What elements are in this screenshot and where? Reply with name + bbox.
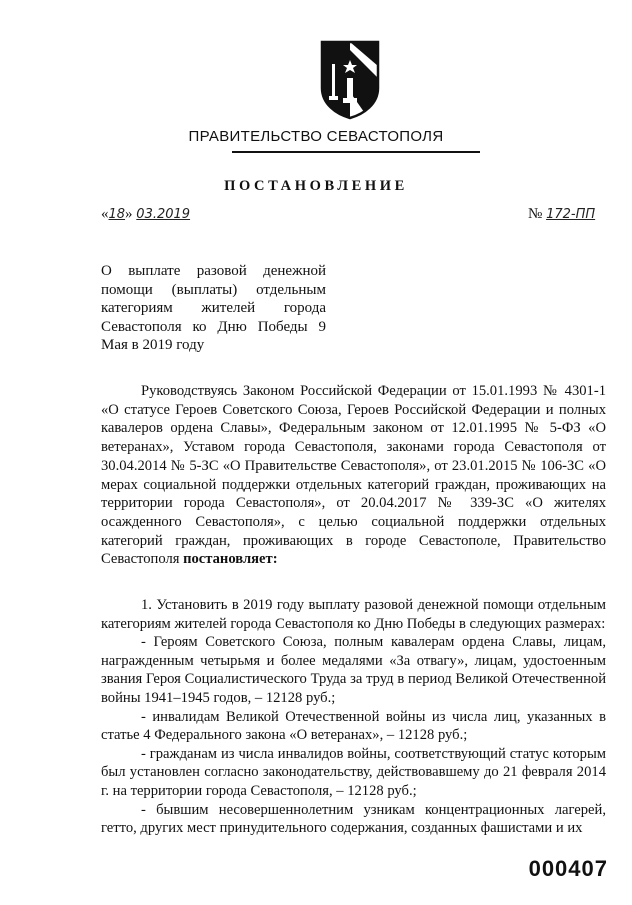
number-value: 172-ПП [546,207,596,222]
header-underline [232,151,480,153]
date-quote-close: » [125,206,133,222]
document-subject: О выплате разовой денежной помощи (выплаты) отдельным категориям жителей города Севастополя ко Дню Победы 9 Мая в 2019 году [101,263,326,353]
preamble-text: Руководствуясь Законом Российской Федерации от 15.01.1993 № 4301-1 «О статусе Героев Советского Союза, Героев Российской Федерации и полных кавалеров ордена Славы», Федеральным законом от 12.01.1995 № 5-ФЗ «О ветеранах», Уставом города Севастополя, законами города Севастополя от 30.04.2014 № 5-ЗС «О Правительстве Севастополя», от 23.01.2015 № 106-ЗС «О мерах социальной поддержки отдельных категорий граждан, проживающих на территории города Севастополя», от 20.04.2017 № 339-ЗС «О жителях осажденного Севастополя», с целью социальной поддержки отдельных категорий граждан, проживающих в городе Севастополе, Правительство Севастополя [101,383,606,568]
paragraph-war-invalid-status: - гражданам из числа инвалидов войны, соответствующий статус которым был установлен согласно законодательству, действовавшему до 21 февраля 2014 г. на территории города Севастополя, – 12128 руб.; [101,745,606,799]
paragraph-former-prisoners: - бывшим несовершеннолетним узникам концентрационных лагерей, гетто, других мест принудительного содержания, созданных фашистами и их [101,801,606,837]
preamble-paragraph [101,382,606,569]
preamble-decree-word: постановляет [183,551,273,568]
date-day: 18 [108,207,126,222]
number-sign: № [528,206,543,222]
document-body [101,596,606,838]
document-number [528,206,595,223]
document-date [101,206,190,223]
date-quote-open: « [101,206,109,222]
preamble-colon: : [272,551,278,568]
date-month-year: 03.2019 [136,207,191,222]
government-title: ПРАВИТЕЛЬСТВО СЕВАСТОПОЛЯ [188,128,444,145]
sevastopol-coat-of-arms-icon [318,40,382,120]
paragraph-war-invalids: - инвалидам Великой Отечественной войны из числа лиц, указанных в статье 4 Федерального закона «О ветеранах», – 12128 руб.; [101,708,606,744]
document-type-heading: ПОСТАНОВЛЕНИЕ [224,178,408,194]
paragraph-heroes: - Героям Советского Союза, полным кавалерам ордена Славы, лицам, награжденным четырьмя и более медалями «За отвагу», лицам, удостоенным звания Героя Социалистического Труда за труд в период Великой Отечественной войны 1941–1945 годов, – 12128 руб.; [101,634,606,706]
paragraph-1: 1. Установить в 2019 году выплату разовой денежной помощи отдельным категориям жителей города Севастополя ко Дню Победы в следующих размерах: [101,597,606,632]
form-serial-number: 000407 [528,856,608,881]
